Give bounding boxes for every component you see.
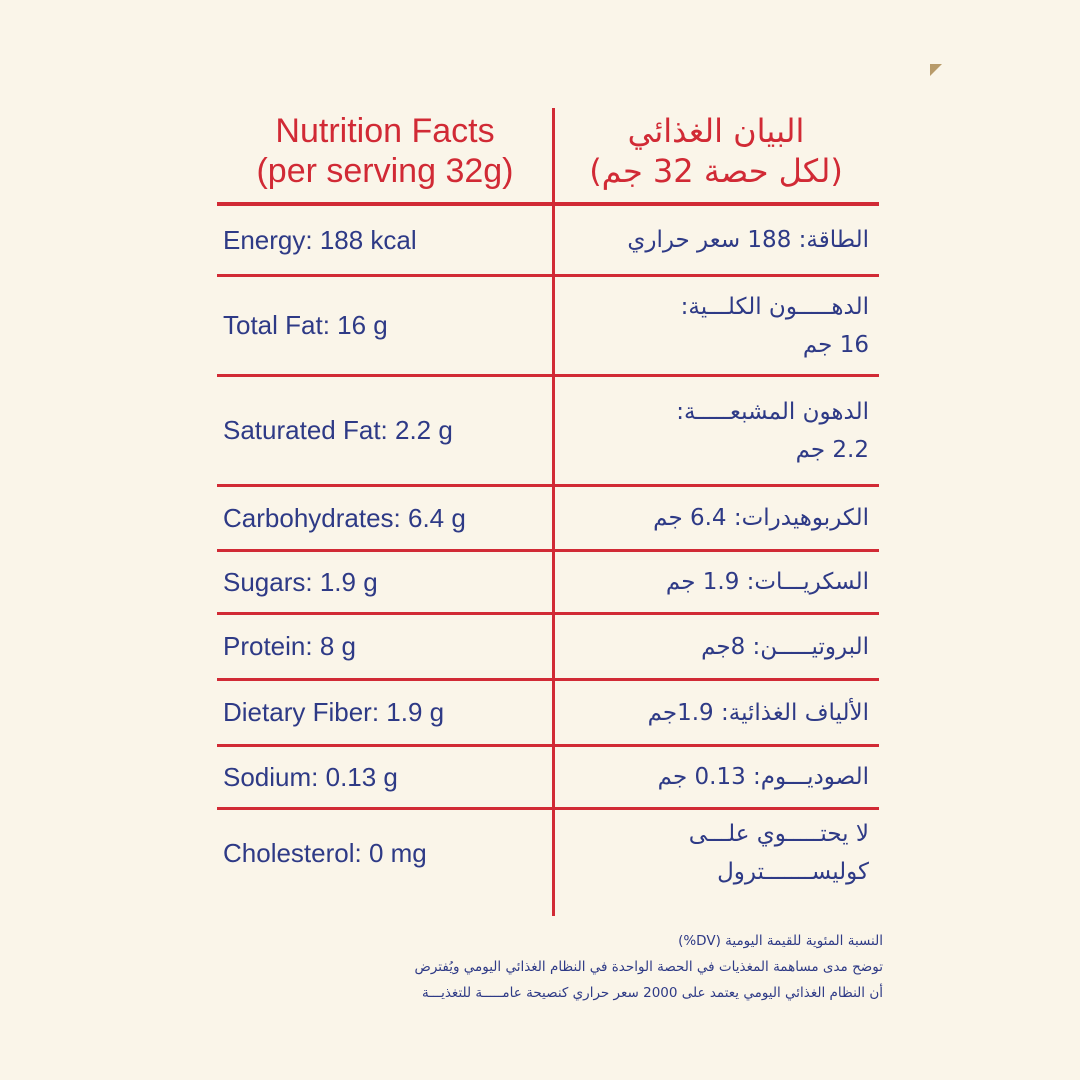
row-cholesterol xyxy=(217,810,879,896)
arabic-line-1: الكربوهيدرات: 6.4 جم xyxy=(653,505,869,531)
arabic-line-1: البروتيـــــن: 8جم xyxy=(701,633,869,660)
row-label-arabic xyxy=(559,277,877,374)
row-label-arabic xyxy=(559,615,877,678)
header-english xyxy=(217,100,553,202)
arabic-line-2: 2.2 جم xyxy=(795,436,869,463)
row-label-english: Sugars: 1.9 g xyxy=(223,566,378,597)
row-label-arabic xyxy=(559,810,877,896)
subtitle-arabic: (لكل حصة 32 جم) xyxy=(589,152,843,190)
arabic-line-2: كوليســـــــترول xyxy=(717,859,869,885)
nutrition-panel xyxy=(217,100,879,896)
arabic-line-1: الدهـــــون الكلـــية: xyxy=(680,293,869,320)
row-label-arabic xyxy=(559,681,877,744)
row-label-english: Saturated Fat: 2.2 g xyxy=(223,415,453,445)
row-label-arabic xyxy=(559,377,877,484)
row-energy xyxy=(217,206,879,277)
row-label-english: Energy: 188 kcal xyxy=(223,224,417,255)
arabic-line-1: لا يحتـــــوي علـــى xyxy=(688,821,869,847)
row-label-english: Cholesterol: 0 mg xyxy=(223,837,427,868)
row-saturated-fat xyxy=(217,377,879,487)
title-english: Nutrition Facts xyxy=(275,112,495,150)
corner-decoration xyxy=(930,64,942,76)
row-sugars xyxy=(217,552,879,615)
footnote-line-1: النسبة المئوية للقيمة اليومية (DV%) xyxy=(678,933,883,949)
arabic-line-1: الصوديـــوم: 0.13 جم xyxy=(657,764,869,790)
column-divider xyxy=(552,108,555,916)
arabic-line-2: 16 جم xyxy=(802,331,869,358)
row-protein xyxy=(217,615,879,681)
row-label-english: Dietary Fiber: 1.9 g xyxy=(223,697,445,727)
arabic-line-1: السكريـــات: 1.9 جم xyxy=(665,569,869,595)
row-label-english: Total Fat: 16 g xyxy=(223,310,388,340)
row-label-arabic xyxy=(559,552,877,612)
row-total-fat xyxy=(217,277,879,377)
arabic-line-1: الألياف الغذائية: 1.9جم xyxy=(647,699,869,726)
arabic-line-1: الدهون المشبعـــــة: xyxy=(676,398,869,425)
row-dietary-fiber xyxy=(217,681,879,747)
row-label-english: Sodium: 0.13 g xyxy=(223,761,398,792)
row-label-arabic xyxy=(559,206,877,274)
arabic-line-1: الطاقة: 188 سعر حراري xyxy=(627,227,869,253)
subtitle-english: (per serving 32g) xyxy=(256,152,514,190)
daily-value-footnote xyxy=(203,928,883,1006)
row-carbohydrates xyxy=(217,487,879,552)
row-label-arabic xyxy=(559,487,877,549)
row-label-english: Carbohydrates: 6.4 g xyxy=(223,502,466,533)
header-arabic xyxy=(553,100,879,202)
row-sodium xyxy=(217,747,879,810)
title-arabic: البيان الغذائي xyxy=(627,112,805,150)
panel-header xyxy=(217,100,879,202)
row-label-arabic xyxy=(559,747,877,807)
footnote-line-3: أن النظام الغذائي اليومي يعتمد على 2000 سعر حراري كنصيحة عامـــــة للتغذيـــة xyxy=(421,985,883,1001)
footnote-line-2: توضح مدى مساهمة المغذيات في الحصة الواحدة في النظام الغذائي اليومي ويُفترض xyxy=(414,959,883,975)
row-label-english: Protein: 8 g xyxy=(223,631,356,661)
